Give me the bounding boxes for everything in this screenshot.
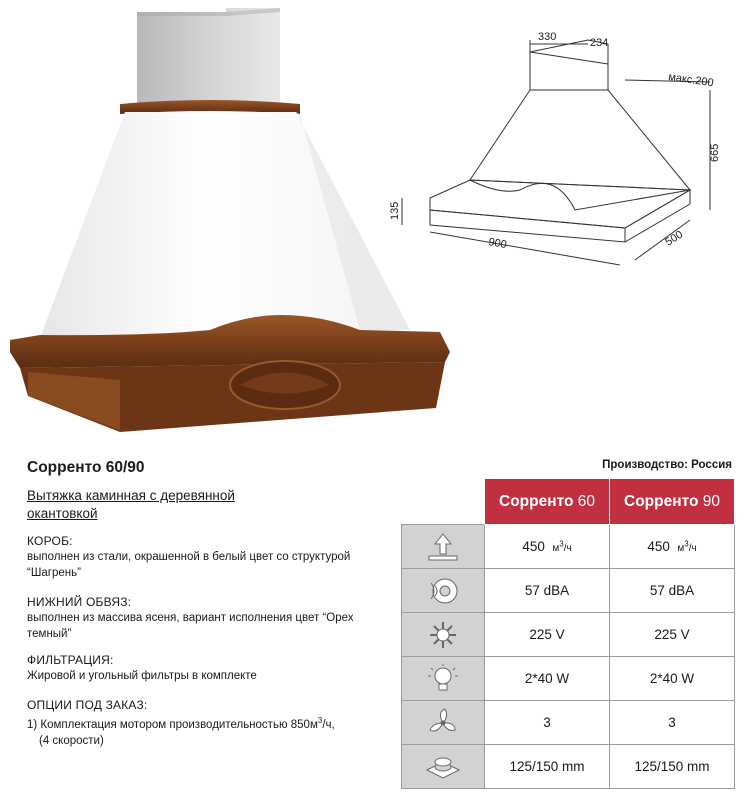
- spec-heading: НИЖНИЙ ОБВЯЗ:: [27, 595, 132, 609]
- spec-text-cont: (4 скорости): [39, 734, 104, 747]
- spec-text: 1) Комплектация мотором производительностью $850м^3/ч$,: [27, 716, 335, 731]
- table-row: 3 3: [402, 701, 735, 745]
- table-row: 125/150 mm 125/150 mm: [402, 745, 735, 789]
- dim-500: 500: [663, 228, 686, 249]
- noise-icon: [402, 569, 485, 613]
- spec-heading: ФИЛЬТРАЦИЯ:: [27, 653, 114, 667]
- spec-text: Жировой и угольный фильтры в комплекте: [27, 670, 257, 682]
- product-subtitle: Вытяжка каминная с деревянной окантовкой: [27, 488, 235, 521]
- table-row: 2*40 W 2*40 W: [402, 657, 735, 701]
- spec-options: [27, 697, 377, 749]
- fan-icon: [402, 701, 485, 745]
- spec-heading: ОПЦИИ ПОД ЗАКАЗ:: [27, 698, 148, 712]
- dim-234: 234: [590, 37, 609, 49]
- dim-max: макс.200: [667, 71, 715, 90]
- dim-135: 135: [389, 201, 401, 220]
- dim-665: 665: [709, 143, 721, 162]
- table-row: 225 V 225 V: [402, 613, 735, 657]
- dimension-drawing: [380, 20, 725, 275]
- duct-icon: [402, 745, 485, 789]
- spec-heading: КОРОБ:: [27, 534, 73, 548]
- spec-filtration: [27, 652, 377, 684]
- spec-text: выполнен из массива ясеня, вариант исполнения цвет “Орех темный”: [27, 612, 354, 640]
- col-header-60: Сорренто 60: [485, 479, 610, 525]
- lamp-icon: [402, 657, 485, 701]
- spec-casing: [27, 533, 377, 581]
- table-row: 450 $м^3/ч$ 450 $м^3/ч$: [402, 525, 735, 569]
- spec-table: [401, 478, 735, 789]
- spec-frame: [27, 594, 377, 642]
- spec-text: выполнен из стали, окрашенной в белый цвет со структурой “Шагрень”: [27, 551, 351, 579]
- product-title: Сорренто 60/90: [27, 459, 145, 476]
- airflow-icon: [402, 525, 485, 569]
- table-row: 57 dBA 57 dBA: [402, 569, 735, 613]
- col-header-90: Сорренто 90: [610, 479, 735, 525]
- dim-900: 900: [487, 236, 508, 252]
- dim-330: 330: [538, 31, 557, 43]
- origin-label: Производство: Россия: [602, 459, 732, 471]
- power-icon: [402, 613, 485, 657]
